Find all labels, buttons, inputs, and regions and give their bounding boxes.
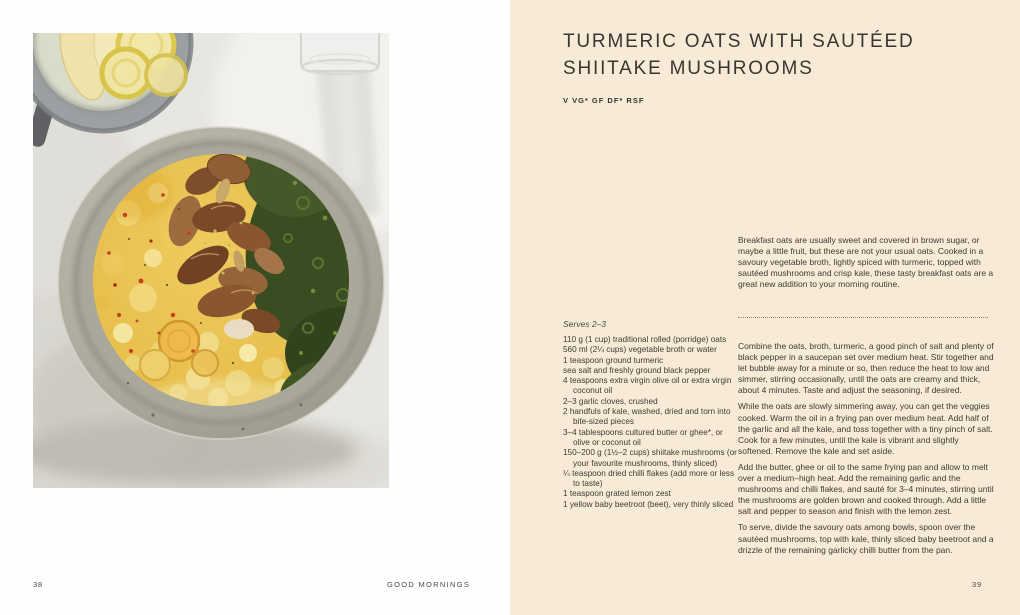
serves-note: Serves 2–3 [563,319,606,329]
left-page-number: 38 [33,580,43,589]
right-page-number: 39 [972,580,982,589]
method-paragraph: Add the butter, ghee or oil to the same frying pan and allow to melt over a medium–high heat. Add the remaining garlic and the mushrooms and chilli flakes, and sauté for 3–4 minutes, stirring until the mushrooms are golden brown and cooked through. Add a little salt and pepper to season and finish with the lemon zest. [738,461,994,517]
ingredient-item: 150–200 g (1½–2 cups) shiitake mushrooms (or your favourite mushrooms, thinly sliced) [563,448,737,468]
recipe-intro: Breakfast oats are usually sweet and covered in brown sugar, or maybe a little fruit, but these are not your usual oats. Cooked in a savoury vegetable broth, lightly spiced with turmeric, topped with sautéed mushrooms and crisp kale, these tasty breakfast oats are a great new addition to your morning routine. [738,235,994,290]
ingredient-item: sea salt and freshly ground black pepper [563,365,711,375]
ingredient-item: 1 teaspoon grated lemon zest [563,489,671,499]
ingredients-list [563,335,739,510]
recipe-title [563,29,993,82]
recipe-photo-illustration [33,33,389,488]
method-paragraph: While the oats are slowly simmering away, you can get the veggies cooked. Warm the oil in a frying pan over medium heat. Add half of the garlic and all the kale, and toss together with a tiny pinch of salt. Cook for a few minutes, until the kale is vibrant and slightly softened. Remove the kale and set aside. [738,401,993,456]
ingredient-item: 2–3 garlic cloves, crushed [563,396,658,406]
recipe-title-line1: TURMERIC OATS WITH SAUTÉED [563,31,915,52]
ingredient-item: 110 g (1 cup) traditional rolled (porridge) oats [563,335,727,344]
ingredient-item: 1 teaspoon ground turmeric [563,355,664,365]
running-head: GOOD MORNINGS [387,580,471,589]
right-page [510,0,1020,615]
method-paragraph: Combine the oats, broth, turmeric, a good pinch of salt and plenty of black pepper in a saucepan set over medium heat. Stir together and let bubble away for a minute or so, then reduce the heat to low and simmer, stirring occasionally, until the oats are creamy and thick, about 4 minutes. Taste and adjust the seasoning, if desired. [738,341,994,396]
ingredient-item: ¼ teaspoon dried chilli flakes (add more or less to taste) [563,468,735,489]
ingredient-item: 1 yellow baby beetroot (beet), very thinly sliced [563,499,734,509]
dotted-divider [738,317,988,318]
ingredient-item: 2 handfuls of kale, washed, dried and torn into bite-sized pieces [563,407,731,427]
diet-tags: V VG* GF DF* RSF [563,96,645,105]
ingredient-item: 3–4 tablespoons cultured butter or ghee*, or olive or coconut oil [563,427,723,447]
recipe-title-line2: SHIITAKE MUSHROOMS [563,57,814,79]
method-paragraph: To serve, divide the savoury oats among bowls, spoon over the sautéed mushrooms, top with kale, thinly sliced baby beetroot and a drizzle of the remaining garlicky chilli butter from the pan. [738,522,994,555]
method-steps [738,341,994,561]
ingredient-item: 4 teaspoons extra virgin olive oil or extra virgin coconut oil [563,376,732,396]
ingredient-item: 560 ml (2¼ cups) vegetable broth or water [563,345,717,355]
recipe-photo [33,33,389,488]
